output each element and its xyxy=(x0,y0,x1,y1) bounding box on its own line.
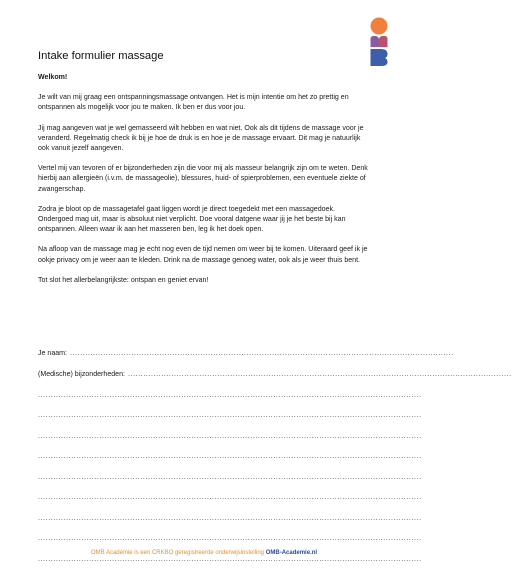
blank-line[interactable] xyxy=(38,481,422,502)
particulars-label: (Medische) bijzonderheden: xyxy=(38,371,125,378)
paragraph: Vertel mij van tevoren of er bijzonderheden zijn die voor mij als masseur belangrijk zijn om te weten. Denk hierbij aan allergieën (i.v.m. de massageolie), blessures, huid- of spierproblemen, een eventuele ziekte of zwangerschap. xyxy=(38,165,368,193)
dotted-line[interactable]: ...................................................................................................................................................... xyxy=(38,494,422,501)
paragraph: Zodra je bloot op de massagetafel gaat liggen wordt je direct toegedekt met een massagedoek. Ondergoed mag uit, maar is absoluut niet verplicht. Doe vooral datgene waar jij je het beste bij kan ontspannen. Alleen waar ik aan het masseren ben, leg ik het doek open. xyxy=(38,205,346,234)
dotted-line[interactable]: ...................................................................................................................................................... xyxy=(38,412,422,419)
intro-text xyxy=(38,73,368,296)
dotted-line[interactable]: ...................................................................................................................................................... xyxy=(38,391,422,399)
paragraph: Na afloop van de massage mag je echt nog even de tijd nemen om weer bij te komen. Uiteraard geef ik je ookje privacy om je weer aan te kleden. Drink na de massage genoeg water, ook als je weer thuis bent. xyxy=(38,246,368,264)
name-label: Je naam: xyxy=(38,350,67,357)
welcome-heading: Welkom! xyxy=(38,74,68,81)
blank-line[interactable] xyxy=(38,399,422,420)
name-fill-line[interactable]: ...................................................................................................................................................... xyxy=(70,350,454,357)
logo-m-accent xyxy=(379,36,388,47)
footer xyxy=(0,550,408,556)
paragraph: Jij mag aangeven wat je wel gemasseerd wilt hebben en wat niet. Ook als dit tijdens de massage voor je veranderd. Regelmatig check ik bij je hoe de druk is en hoe je de massage ervaart. Dit mag je natuurlijk ook vanuit jezelf aangeven. xyxy=(38,124,364,153)
blank-line[interactable] xyxy=(38,501,422,522)
dotted-line[interactable]: ...................................................................................................................................................... xyxy=(38,432,422,440)
dotted-line[interactable]: ...................................................................................................................................................... xyxy=(38,535,422,542)
blank-line[interactable] xyxy=(38,440,422,461)
footer-website-link[interactable]: OMB-Academie.nl xyxy=(265,550,318,556)
footer-text: OMB Academie is een CRKBO geregistreerde onderwijsinstelling xyxy=(90,550,265,556)
paragraph: Tot slot het allerbelangrijkste: ontspan en geniet ervan! xyxy=(38,276,209,284)
logo-b-shape xyxy=(371,49,388,66)
logo-o-shape xyxy=(371,18,388,35)
blank-line[interactable] xyxy=(38,419,422,440)
name-field[interactable] xyxy=(38,336,454,357)
paragraph: Je wilt van mij graag een ontspanningsmassage ontvangen. Het is mijn intentie om het zo prettig en ontspannen als mogelijk voor jou te maken. Ik ben er dus voor jou. xyxy=(38,94,349,112)
dotted-line[interactable]: ...................................................................................................................................................... xyxy=(38,514,422,522)
blank-line[interactable] xyxy=(38,522,422,543)
dotted-line[interactable]: ...................................................................................................................................................... xyxy=(38,473,422,481)
form-fields xyxy=(38,336,512,563)
dotted-line[interactable]: ...................................................................................................................................................... xyxy=(38,555,422,563)
blank-line[interactable] xyxy=(38,378,422,399)
particulars-fill-line[interactable]: ...................................................................................................................................................... xyxy=(127,371,512,378)
dotted-line[interactable]: ...................................................................................................................................................... xyxy=(38,453,422,460)
omb-logo xyxy=(367,17,391,67)
particulars-field[interactable] xyxy=(38,357,512,378)
blank-line[interactable] xyxy=(38,460,422,481)
page-title: Intake formulier massage xyxy=(38,50,164,62)
